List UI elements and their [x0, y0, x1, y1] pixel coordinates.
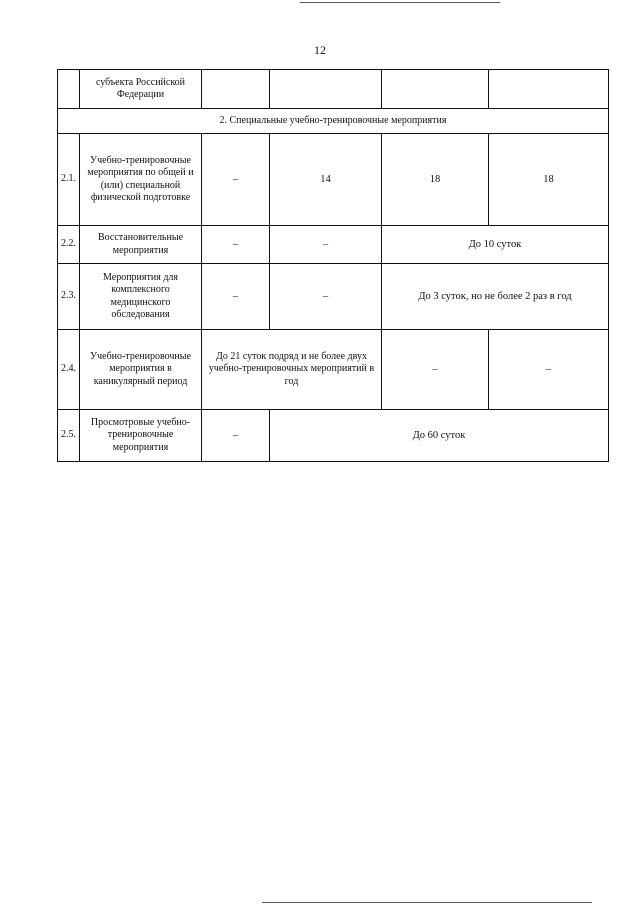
value-cell [382, 70, 489, 109]
section-header-row [58, 109, 609, 134]
table-row-continuation [58, 70, 609, 109]
event-name: Просмотровые учебно-тренировочные мероприятия [80, 410, 202, 462]
row-number: 2.3. [58, 264, 80, 330]
event-name: субъекта Российской Федерации [80, 70, 202, 109]
scan-edge-bottom [262, 902, 592, 903]
row-number [58, 70, 80, 109]
scan-edge-top [300, 2, 500, 3]
value-cell: 18 [382, 134, 489, 226]
events-table [57, 69, 609, 462]
value-cell [270, 70, 382, 109]
row-number: 2.2. [58, 226, 80, 264]
value-cell: – [270, 264, 382, 330]
value-cell: – [489, 330, 609, 410]
row-number: 2.4. [58, 330, 80, 410]
value-cell: – [202, 410, 270, 462]
value-cell: – [382, 330, 489, 410]
value-cell: – [202, 134, 270, 226]
value-cell-merged: До 3 суток, но не более 2 раз в год [382, 264, 609, 330]
value-cell: 14 [270, 134, 382, 226]
value-cell-merged: До 60 суток [270, 410, 609, 462]
event-name: Мероприятия для комплексного медицинского обследования [80, 264, 202, 330]
section-title: 2. Специальные учебно-тренировочные мероприятия [58, 109, 609, 134]
value-cell [489, 70, 609, 109]
value-cell-merged: До 10 суток [382, 226, 609, 264]
event-name: Учебно-тренировочные мероприятия по общей и (или) специальной физической подготовке [80, 134, 202, 226]
table-row [58, 330, 609, 410]
row-number: 2.5. [58, 410, 80, 462]
value-cell: – [270, 226, 382, 264]
value-cell: – [202, 226, 270, 264]
value-cell [202, 70, 270, 109]
table-row [58, 264, 609, 330]
page-number: 12 [314, 43, 326, 57]
value-cell: 18 [489, 134, 609, 226]
table-row [58, 226, 609, 264]
row-number: 2.1. [58, 134, 80, 226]
table-row [58, 410, 609, 462]
value-cell: – [202, 264, 270, 330]
value-cell-merged: До 21 суток подряд и не более двух учебно-тренировочных мероприятий в год [202, 330, 382, 410]
event-name: Учебно-тренировочные мероприятия в каникулярный период [80, 330, 202, 410]
table-row [58, 134, 609, 226]
event-name: Восстановительные мероприятия [80, 226, 202, 264]
